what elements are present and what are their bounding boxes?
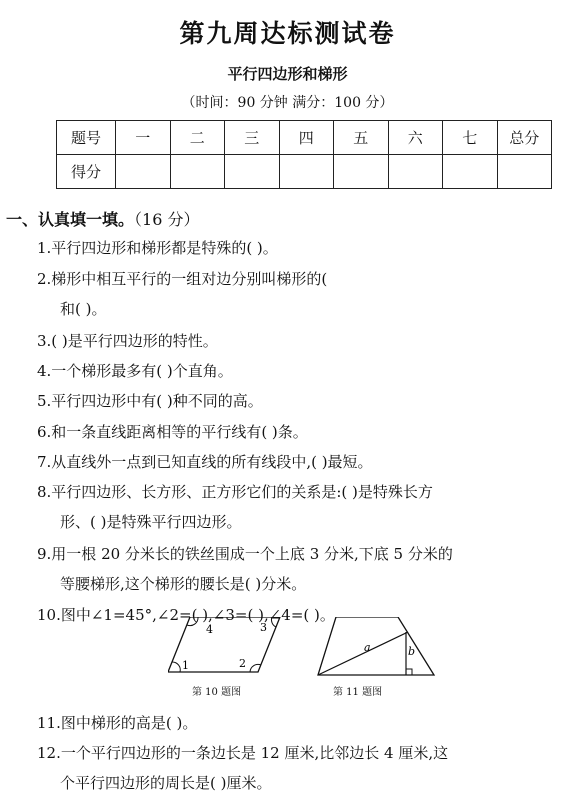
table-cell: 总分 [497, 121, 552, 155]
angle-label-3: 3 [260, 621, 267, 634]
page-subtitle: 平行四边形和梯形 [227, 65, 348, 83]
page-title: 第九周达标测试卷 [179, 19, 396, 48]
question-11: 11.图中梯形的高是( )。 [37, 714, 198, 732]
segment-b-label: b [408, 645, 416, 658]
exam-meta: （时间：90 分钟 满分：100 分） [181, 95, 394, 111]
question-8: 8.平行四边形、长方形、正方形它们的关系是:( )是特殊长方 [37, 483, 433, 501]
segment-a-label: a [364, 641, 371, 654]
question-1: 1.平行四边形和梯形都是特殊的( )。 [37, 239, 278, 257]
score-input-cell[interactable] [497, 155, 552, 189]
table-cell: 七 [443, 121, 498, 155]
table-cell: 六 [388, 121, 443, 155]
question-12: 12.一个平行四边形的一条边长是 12 厘米,比邻边长 4 厘米,这 [37, 744, 449, 762]
question-9: 9.用一根 20 分米长的铁丝围成一个上底 3 分米,下底 5 分米的 [37, 545, 453, 563]
section-points: （16 分） [134, 210, 200, 229]
table-cell: 四 [279, 121, 334, 155]
figure-10-caption: 第 10 题图 [192, 687, 242, 698]
question-5: 5.平行四边形中有( )种不同的高。 [37, 392, 263, 410]
table-cell: 二 [170, 121, 225, 155]
score-input-cell[interactable] [170, 155, 225, 189]
score-table-header-row [57, 121, 552, 155]
section-title: 一、认真填一填。 [6, 210, 135, 229]
table-cell: 题号 [57, 121, 116, 155]
score-input-cell[interactable] [388, 155, 443, 189]
score-table [56, 120, 552, 189]
question-7: 7.从直线外一点到已知直线的所有线段中,( )最短。 [37, 453, 373, 471]
score-input-cell[interactable] [116, 155, 171, 189]
question-8-cont: 形、( )是特殊平行四边形。 [60, 513, 242, 531]
parallelogram-figure [168, 617, 280, 672]
question-3: 3.( )是平行四边形的特性。 [37, 332, 218, 350]
angle-label-4: 4 [206, 623, 213, 636]
table-cell: 五 [334, 121, 389, 155]
question-6: 6.和一条直线距离相等的平行线有( )条。 [37, 423, 308, 441]
question-12-cont: 个平行四边形的周长是( )厘米。 [60, 774, 272, 792]
question-4: 4.一个梯形最多有( )个直角。 [37, 362, 233, 380]
section-heading [6, 207, 199, 230]
table-cell: 一 [116, 121, 171, 155]
question-9-cont: 等腰梯形,这个梯形的腰长是( )分米。 [60, 575, 307, 593]
score-input-cell[interactable] [225, 155, 280, 189]
table-cell: 三 [225, 121, 280, 155]
angle-label-2: 2 [239, 657, 246, 670]
question-2-cont: 和( )。 [60, 300, 107, 318]
score-table-score-row [57, 155, 552, 189]
trapezoid-figure [318, 617, 434, 675]
score-input-cell[interactable] [279, 155, 334, 189]
score-input-cell[interactable] [443, 155, 498, 189]
score-input-cell[interactable] [334, 155, 389, 189]
table-cell: 得分 [57, 155, 116, 189]
angle-label-1: 1 [182, 659, 189, 672]
figure-11-caption: 第 11 题图 [333, 687, 383, 698]
question-2: 2.梯形中相互平行的一组对边分别叫梯形的( [37, 270, 328, 288]
question-10: 10.图中∠1=45°,∠2=( ),∠3=( ),∠4=( )。 [37, 606, 335, 624]
